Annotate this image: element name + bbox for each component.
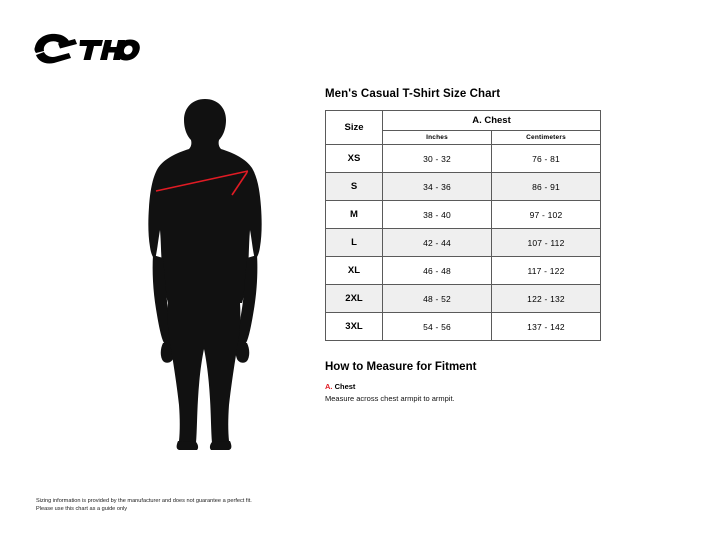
table-row — [326, 173, 601, 201]
how-to-item-label — [325, 382, 685, 391]
chest-callout-label: A. — [247, 167, 255, 176]
cell-size: XL — [326, 257, 383, 285]
cell-size: 3XL — [326, 313, 383, 341]
disclaimer-line-1: Sizing information is provided by the manufacturer and does not guarantee a perfect fit. — [36, 497, 252, 504]
cell-size: S — [326, 173, 383, 201]
how-to-item-description: Measure across chest armpit to armpit. — [325, 394, 455, 403]
cell-centimeters: 117 - 122 — [492, 257, 601, 285]
page-title: Men's Casual T-Shirt Size Chart — [325, 88, 501, 100]
header-inches: Inches — [383, 131, 492, 145]
brand-logo — [32, 30, 142, 66]
how-to-item-marker: A. — [325, 382, 333, 391]
thor-helmet-logo — [32, 30, 142, 66]
size-chart-table — [325, 110, 601, 341]
cell-inches: 54 - 56 — [383, 313, 492, 341]
cell-size: M — [326, 201, 383, 229]
how-to-item-name: Chest — [334, 382, 356, 391]
cell-centimeters: 86 - 91 — [492, 173, 601, 201]
header-centimeters: Centimeters — [492, 131, 601, 145]
cell-inches: 30 - 32 — [383, 145, 492, 173]
disclaimer — [36, 497, 336, 514]
how-to-measure-title: How to Measure for Fitment — [325, 361, 477, 373]
cell-centimeters: 137 - 142 — [492, 313, 601, 341]
cell-centimeters: 107 - 112 — [492, 229, 601, 257]
cell-size: 2XL — [326, 285, 383, 313]
body-silhouette-figure — [120, 95, 290, 455]
table-row — [326, 313, 601, 341]
header-measure-group: A. Chest — [383, 111, 601, 131]
cell-size: XS — [326, 145, 383, 173]
header-size: Size — [326, 111, 383, 145]
table-row — [326, 285, 601, 313]
cell-inches: 38 - 40 — [383, 201, 492, 229]
table-row — [326, 257, 601, 285]
cell-inches: 42 - 44 — [383, 229, 492, 257]
cell-inches: 34 - 36 — [383, 173, 492, 201]
chart-panel — [325, 88, 685, 403]
table-header-row-group — [326, 111, 601, 131]
table-row — [326, 145, 601, 173]
cell-size: L — [326, 229, 383, 257]
how-to-measure-section — [325, 361, 685, 403]
table-row — [326, 201, 601, 229]
cell-inches: 46 - 48 — [383, 257, 492, 285]
disclaimer-line-2: Please use this chart as a guide only — [36, 506, 128, 513]
table-row — [326, 229, 601, 257]
cell-centimeters: 76 - 81 — [492, 145, 601, 173]
cell-inches: 48 - 52 — [383, 285, 492, 313]
male-silhouette-icon — [120, 95, 290, 455]
cell-centimeters: 97 - 102 — [492, 201, 601, 229]
cell-centimeters: 122 - 132 — [492, 285, 601, 313]
